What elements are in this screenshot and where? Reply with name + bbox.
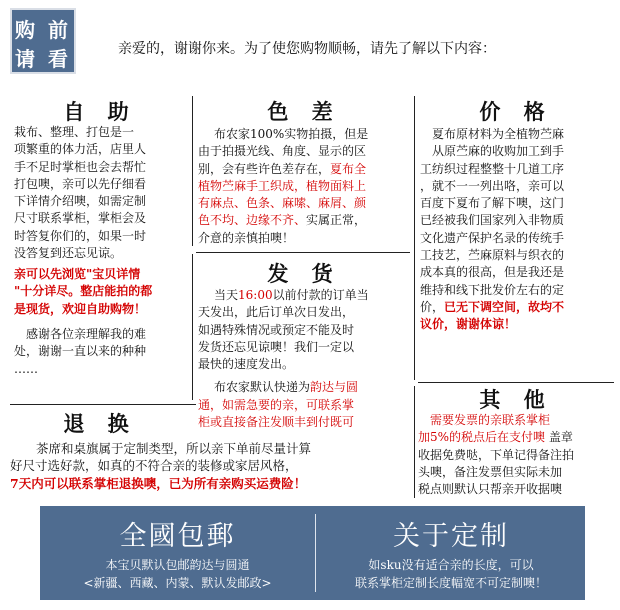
- text-segment: 当天: [214, 288, 239, 302]
- text-line: 栽布、整理、打包是一: [14, 125, 135, 139]
- text-line: 如遇特殊情况或预定不能及时: [198, 322, 355, 337]
- text-line: 时答复你们的，如果一时: [14, 228, 147, 243]
- text-line: 夏布原材料为全植物苎麻: [432, 127, 565, 141]
- text-line: 布农家100%实物拍摄，但是: [214, 127, 369, 141]
- text-segment-red: 夏布全: [330, 161, 367, 176]
- text-line: 通，如需急要的亲，可联系掌: [198, 397, 355, 412]
- divider: [192, 254, 193, 400]
- text-segment: 布农家默认快递为: [214, 380, 311, 395]
- divider: [192, 96, 193, 246]
- divider: [418, 382, 614, 383]
- text-line: 没答复到还忘见谅。: [14, 246, 123, 261]
- text-line: 由于拍摄光线、角度、显示的区: [198, 144, 367, 159]
- text-line: 感谢各位亲理解我的难: [26, 327, 147, 341]
- text-line: 亲可以先浏览"宝贝详情: [14, 267, 141, 281]
- text-line: 头噢，备注发票但实际未加: [418, 464, 563, 479]
- section-title-secha: 色 差: [267, 99, 341, 124]
- text-line: 成本真的很高，但是我还是: [420, 265, 565, 280]
- text-line: 收据免费哒，下单记得备注拍: [418, 447, 575, 462]
- section-title-zizhu: 自 助: [63, 99, 137, 124]
- text-segment-red: 加5%的税点后在支付噢: [418, 430, 546, 445]
- text-line: 发货还忘见谅噢！我们一定以: [198, 339, 355, 354]
- text-line: 处，谢谢一直以来的种种: [14, 344, 147, 359]
- text-segment: 别，会有些许色差存在，: [198, 161, 331, 176]
- text-line: 植物苎麻手工织成，植物面料上: [198, 178, 367, 193]
- text-line: [198, 212, 412, 229]
- badge-line-1: 购 前: [15, 18, 71, 42]
- text-line: 茶席和桌旗属于定制类型，所以亲下单前尽量计算: [36, 441, 312, 456]
- jiage-text: [420, 126, 614, 334]
- text-segment-red: 色不均、边缘不齐、: [198, 213, 307, 228]
- text-line: 手不足时掌柜也会去帮忙: [14, 159, 147, 174]
- text-line: 是现货，欢迎自助购物！: [14, 301, 147, 316]
- text-line: 项繁重的体力活，店里人: [14, 142, 147, 157]
- text-line: ，就不一一列出咯，亲可以: [420, 178, 565, 193]
- text-line: [418, 429, 616, 446]
- text-line: 维持和线下批发价左右的定: [420, 282, 565, 297]
- intro-text: 亲爱的，谢谢你来。为了使您购物顺畅，请先了解以下内容：: [118, 41, 496, 57]
- text-line: 柜或直接备注发顺丰到付既可: [198, 415, 355, 430]
- text-line: 税点则默认只帮亲开收据噢: [418, 482, 563, 497]
- text-line: 最快的速度发出。: [198, 357, 295, 372]
- text-segment-red: 韵达与圆: [310, 380, 359, 395]
- badge-line-2: 请 看: [15, 47, 71, 71]
- text-segment: 盖章: [548, 430, 573, 445]
- text-segment: 价，: [420, 299, 445, 314]
- banner-free-shipping-line1: 本宝贝默认包邮韵达与圆通: [105, 558, 250, 572]
- text-line: [198, 379, 412, 396]
- secha-text: [198, 126, 412, 247]
- text-line: 好尺寸选好款，如真的不符合亲的装修或家居风格，: [10, 458, 298, 474]
- tuihuan-text: [10, 440, 410, 492]
- text-line: 介意的亲慎拍噢！: [198, 230, 295, 245]
- text-line: 需要发票的亲联系掌柜: [430, 413, 551, 427]
- banner-custom-line2: 联系掌柜定制长度幅宽不可定制噢！: [354, 576, 547, 590]
- divider: [196, 252, 410, 253]
- text-segment-red: 16:00: [238, 288, 273, 302]
- text-segment: 实属正常，: [306, 213, 367, 228]
- section-title-jiage: 价 格: [479, 99, 553, 124]
- header-badge: [10, 8, 76, 74]
- text-line: 有麻点、色条、麻嗦、麻屑、颜: [198, 196, 367, 211]
- section-title-fahuo: 发 货: [267, 261, 341, 286]
- banner-free-shipping-title: 全國包郵: [119, 521, 236, 552]
- text-line: 7天内可以联系掌柜退换噢，已为所有亲购买运费险！: [10, 475, 307, 491]
- text-line: 百度下夏布了解下噢，这门: [420, 196, 565, 211]
- zizhu-text: [14, 124, 190, 262]
- banner-custom-title: 关于定制: [393, 521, 509, 552]
- zizhu-red-text: [14, 266, 190, 318]
- text-line: 下详情介绍噢，如需定制: [14, 194, 147, 209]
- banner-free-shipping-line2: <新疆、西藏、内蒙、默认发邮政>: [83, 576, 272, 590]
- text-line: 打包噢，亲可以先仔细看: [14, 176, 147, 191]
- divider: [10, 404, 196, 405]
- section-title-tuihuan: 退 换: [63, 411, 137, 436]
- text-line: 工技艺，苎麻原料与织衣的: [420, 248, 565, 263]
- text-line: 已经被我们国家列入非物质: [420, 213, 565, 228]
- text-segment: 以前付款的订单当: [272, 288, 369, 302]
- text-line: 从原苎麻的收购加工到手: [432, 144, 565, 159]
- fahuo-text: [198, 287, 412, 431]
- text-segment-red: 已无下调空间，故均不: [444, 299, 565, 314]
- banner-divider: [315, 514, 316, 592]
- bottom-banner: [40, 506, 585, 600]
- text-line: ……: [14, 361, 38, 376]
- text-line: [198, 287, 412, 304]
- banner-custom-line1: 如sku没有适合亲的长度，可以: [368, 558, 534, 572]
- text-line: "十分详尽。整店能拍的都: [14, 284, 153, 299]
- section-title-qita: 其 他: [479, 387, 553, 412]
- text-line: 议价，谢谢体谅！: [420, 317, 517, 332]
- text-line: 工纺织过程整整十几道工序: [420, 161, 565, 176]
- text-line: 天发出，此后订单次日发出，: [198, 305, 355, 320]
- text-line: [198, 161, 412, 178]
- divider: [414, 386, 415, 498]
- text-line: 尺寸联系掌柜，掌柜会及: [14, 211, 147, 226]
- text-line: 文化遗产保护名录的传统手: [420, 230, 565, 245]
- divider: [414, 96, 415, 380]
- text-line: [420, 299, 614, 316]
- qita-text: [418, 412, 616, 498]
- zizhu-thanks: [14, 326, 190, 378]
